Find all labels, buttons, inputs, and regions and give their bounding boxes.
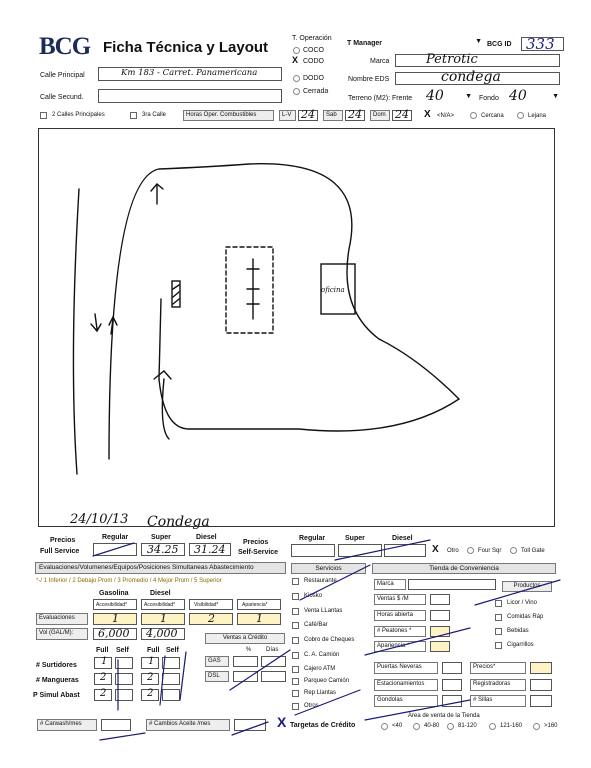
arrow-up-left bbox=[151, 184, 163, 204]
gasolina-label: Gasolina bbox=[99, 590, 129, 597]
toll-gate-label: Toll Gate bbox=[521, 548, 545, 554]
horas-abierta-field[interactable] bbox=[430, 610, 450, 621]
arrow-down-left bbox=[91, 314, 101, 331]
evaluaciones-bar[interactable]: Evaluaciones/Volumenes/Equipos/Posiciones Simultaneas Abastecimiento bbox=[35, 562, 286, 574]
col-header-visibilidad: Visibilidad* bbox=[189, 599, 233, 610]
peatones-field[interactable] bbox=[430, 626, 450, 637]
servicios-header[interactable]: Servicios bbox=[291, 563, 366, 574]
lejana-label: Lejana bbox=[528, 113, 547, 119]
full-regular-field[interactable] bbox=[93, 543, 137, 556]
ventas-credito-button[interactable]: Ventas a Crédito bbox=[205, 633, 285, 644]
bcg-id-field[interactable] bbox=[521, 37, 564, 51]
road-outer-curve bbox=[109, 164, 459, 459]
pct-label: % bbox=[246, 647, 252, 653]
horas-abierta-button[interactable]: Horas abierta bbox=[374, 610, 426, 621]
eval-field-3[interactable]: 2 bbox=[189, 613, 233, 625]
frente-value: 40 bbox=[426, 88, 444, 104]
gondolas-button[interactable]: Gondolas bbox=[374, 695, 438, 707]
chevron-down-icon: ▼ bbox=[475, 38, 482, 45]
simul-label: P Simul Abast bbox=[33, 692, 80, 699]
road-left-curve bbox=[73, 189, 79, 474]
self-diesel-header: Diesel bbox=[392, 535, 413, 542]
prod-check-3[interactable] bbox=[495, 642, 502, 649]
arrow-bottom bbox=[154, 371, 171, 379]
na-mark: X bbox=[424, 109, 431, 120]
na-label: <N/A> bbox=[437, 113, 455, 119]
area-venta-label: Área de venta de la Tienda bbox=[408, 713, 480, 719]
full-super-field[interactable] bbox=[141, 543, 185, 556]
dom-field[interactable] bbox=[392, 110, 412, 121]
calle-principal-value: Km 183 - Carret. Panamericana bbox=[121, 68, 258, 78]
precios-tienda-button[interactable]: Precios* bbox=[470, 662, 526, 674]
op-selected-mark: X bbox=[292, 55, 299, 65]
precios-tienda-field[interactable] bbox=[530, 662, 552, 674]
surtidores-label: # Surtidores bbox=[36, 662, 77, 669]
eval-field-4[interactable]: 1 bbox=[237, 613, 281, 625]
prod-label-2: Bebidas bbox=[507, 628, 529, 634]
tercera-calle-label: 3ra Calle bbox=[142, 112, 167, 118]
self-service-label: Self-Service bbox=[238, 549, 279, 556]
nombre-eds-field[interactable] bbox=[395, 69, 560, 85]
puertas-field[interactable] bbox=[442, 662, 462, 674]
prod-check-1[interactable] bbox=[495, 614, 502, 621]
serv-check-5[interactable] bbox=[292, 652, 299, 659]
registradoras-field[interactable] bbox=[530, 679, 552, 691]
eval-field-2[interactable]: 1 bbox=[141, 613, 185, 625]
t-manager-label: T Manager bbox=[347, 40, 383, 47]
simul-full-gas[interactable]: 2 bbox=[94, 689, 112, 701]
gas-pct-field[interactable] bbox=[233, 656, 258, 667]
area-label-3: 121-160 bbox=[500, 723, 523, 729]
productos-button[interactable]: Productos bbox=[502, 581, 552, 592]
layout-sketch bbox=[39, 129, 556, 528]
mang-self-dsl[interactable] bbox=[162, 673, 180, 685]
dos-calles-label: 2 Calles Principales bbox=[52, 112, 105, 118]
four-sqr-radio[interactable] bbox=[467, 547, 474, 554]
vol-button[interactable]: Vol (GAL/M): bbox=[36, 628, 88, 640]
area-label-4: >160 bbox=[544, 723, 558, 729]
self-super-header: Super bbox=[345, 535, 365, 542]
surt-full-gas[interactable]: 1 bbox=[94, 657, 112, 669]
registradoras-button[interactable]: Registradoras bbox=[470, 679, 526, 691]
full-super-value: 34.25 bbox=[147, 543, 179, 556]
calle-principal-label: Calle Principal bbox=[40, 72, 85, 79]
serv-check-1[interactable] bbox=[292, 593, 299, 600]
ventas-button[interactable]: Ventas $ /M bbox=[374, 594, 426, 605]
horas-oper-button[interactable]: Horas Oper. Combustibles bbox=[183, 110, 274, 121]
carwash-button[interactable]: # Carwash/mes bbox=[37, 719, 97, 731]
op-label-cerrada: Cerrada bbox=[303, 88, 329, 95]
targetas-label: Targetas de Crédito bbox=[290, 722, 356, 729]
serv-check-4[interactable] bbox=[292, 637, 299, 644]
marca-field[interactable] bbox=[395, 54, 560, 67]
serv-check-7[interactable] bbox=[292, 678, 299, 685]
dom-button[interactable]: Dom bbox=[370, 110, 390, 121]
self-regular-field[interactable] bbox=[291, 544, 335, 557]
gondolas-field[interactable] bbox=[442, 695, 462, 707]
self-precios-label: Precios bbox=[243, 539, 269, 546]
full-diesel-header: Diesel bbox=[196, 534, 217, 541]
serv-check-3[interactable] bbox=[292, 622, 299, 629]
area-radio-2[interactable] bbox=[447, 723, 454, 730]
peatones-button[interactable]: # Peatones * bbox=[374, 626, 426, 637]
self-regular-header: Regular bbox=[299, 535, 326, 542]
gas-button[interactable]: GAS bbox=[205, 656, 229, 667]
apariencia-tienda-field[interactable] bbox=[430, 641, 450, 652]
serv-label-9: Otros bbox=[304, 703, 319, 709]
serv-check-6[interactable] bbox=[292, 666, 299, 673]
otro-mark: X bbox=[432, 544, 439, 555]
sab-field[interactable] bbox=[345, 110, 365, 121]
op-radio-cerrada[interactable] bbox=[293, 88, 300, 95]
mang-full-gas[interactable]: 2 bbox=[94, 673, 112, 685]
full-regular-header: Regular bbox=[102, 534, 129, 541]
four-sqr-label: Four Sqr bbox=[478, 548, 502, 554]
lv-field[interactable] bbox=[298, 110, 318, 121]
area-radio-1[interactable] bbox=[413, 723, 420, 730]
canopy-dashed bbox=[226, 247, 273, 333]
prod-label-3: Cigarrillos bbox=[507, 642, 534, 648]
surt-full-dsl[interactable]: 1 bbox=[141, 657, 159, 669]
simul-self-gas[interactable] bbox=[115, 689, 133, 701]
tienda-header[interactable]: Tienda de Conveniencia bbox=[372, 563, 556, 574]
full-diesel-field[interactable] bbox=[189, 543, 231, 556]
op-radio-coco[interactable] bbox=[293, 47, 300, 54]
area-radio-0[interactable] bbox=[381, 723, 388, 730]
full-service-label: Full Service bbox=[40, 548, 80, 555]
cercana-label: Cercana bbox=[481, 113, 504, 119]
lv-button[interactable]: L-V bbox=[279, 110, 296, 121]
tercera-calle-checkbox[interactable] bbox=[130, 112, 137, 119]
simul-full-dsl[interactable]: 2 bbox=[141, 689, 159, 701]
apariencia-tienda-button[interactable]: Apariencia * bbox=[374, 641, 426, 652]
serv-check-8[interactable] bbox=[292, 690, 299, 697]
surt-self-gas[interactable] bbox=[115, 657, 133, 669]
serv-label-1: Kiosko bbox=[304, 593, 323, 599]
area-radio-4[interactable] bbox=[533, 723, 540, 730]
precios-label: Precios bbox=[50, 537, 76, 544]
form-title: Ficha Técnica y Layout bbox=[103, 39, 269, 56]
bcg-id-value: 333 bbox=[526, 35, 555, 53]
vol-gasolina-field[interactable]: 6,000 bbox=[93, 628, 137, 640]
area-label-2: 81-120 bbox=[458, 723, 477, 729]
op-label-coco: COCO bbox=[303, 47, 324, 54]
sab-value: 24 bbox=[348, 108, 362, 121]
serv-label-4: Cobro de Cheques bbox=[304, 637, 355, 643]
full-super-header: Super bbox=[151, 534, 171, 541]
otro-label: Otro bbox=[447, 548, 459, 554]
prod-check-0[interactable] bbox=[495, 600, 502, 607]
puertas-button[interactable]: Puertas Neveras bbox=[374, 662, 438, 674]
estacionamientos-field[interactable] bbox=[442, 679, 462, 691]
area-radio-3[interactable] bbox=[489, 723, 496, 730]
op-radio-dodo[interactable] bbox=[293, 75, 300, 82]
mang-full-dsl[interactable]: 2 bbox=[141, 673, 159, 685]
mang-self-gas[interactable] bbox=[115, 673, 133, 685]
frente-field[interactable] bbox=[420, 88, 472, 104]
pumps-center bbox=[247, 259, 259, 319]
area-label-0: <40 bbox=[392, 723, 403, 729]
targetas-mark: X bbox=[277, 714, 287, 730]
cambios-field[interactable] bbox=[234, 719, 266, 731]
t-operacion-label: T. Operación bbox=[292, 35, 332, 42]
serv-check-9[interactable] bbox=[292, 703, 299, 710]
dias-label: Días bbox=[266, 647, 279, 653]
full-col-label-2: Full bbox=[147, 647, 160, 654]
diesel-eval-label: Diesel bbox=[150, 590, 171, 597]
eval-scale-text: *-/ 1 Inferior / 2 Debajo Prom / 3 Promedio / 4 Mejor Prom / 5 Superior bbox=[36, 578, 222, 584]
evaluaciones-button[interactable]: Evaluaciones bbox=[36, 613, 88, 625]
fondo-value: 40 bbox=[509, 88, 527, 104]
dsl-button[interactable]: DSL bbox=[205, 671, 229, 682]
serv-label-6: Cajero ATM bbox=[304, 666, 336, 672]
op-label-codo: CODO bbox=[303, 58, 324, 65]
serv-check-0[interactable] bbox=[292, 578, 299, 585]
self-super-field[interactable] bbox=[338, 544, 382, 557]
marca-value: Petrotic bbox=[426, 52, 478, 67]
mangueras-label: # Mangueras bbox=[36, 677, 79, 684]
col-header-accesibilidad-2: Accesibilidad* bbox=[141, 599, 185, 610]
sketch-date-note: 24/10/13 bbox=[70, 512, 129, 527]
self-diesel-field[interactable] bbox=[384, 544, 426, 557]
terreno-label: Terreno (M2): Frente bbox=[348, 95, 413, 102]
eval-field-1[interactable]: 1 bbox=[93, 613, 137, 625]
full-diesel-value: 31.24 bbox=[194, 543, 226, 556]
area-label-1: 40-80 bbox=[424, 723, 440, 729]
op-label-dodo: DODO bbox=[303, 75, 324, 82]
col-header-accesibilidad-1: Accesibilidad* bbox=[93, 599, 137, 610]
fondo-chevron-icon: ▼ bbox=[552, 93, 559, 100]
pump-island-hatch bbox=[173, 285, 179, 304]
tienda-marca-field[interactable] bbox=[408, 579, 496, 590]
prod-label-1: Comidas Ráp bbox=[507, 614, 544, 620]
simul-self-dsl[interactable] bbox=[162, 689, 180, 701]
calle-secund-label: Calle Secund. bbox=[40, 94, 84, 101]
frente-chevron-icon: ▼ bbox=[465, 93, 472, 100]
dsl-pct-field[interactable] bbox=[233, 671, 258, 682]
carwash-field[interactable] bbox=[101, 719, 131, 731]
fondo-label: Fondo bbox=[479, 95, 499, 102]
sillas-field[interactable] bbox=[530, 695, 552, 707]
t-manager-select[interactable] bbox=[396, 38, 484, 49]
serv-label-5: C. A. Camión bbox=[304, 652, 340, 658]
serv-check-2[interactable] bbox=[292, 608, 299, 615]
self-col-label-2: Self bbox=[166, 647, 179, 654]
prod-label-0: Licor / Vino bbox=[507, 600, 537, 606]
serv-label-8: Rep Llantas bbox=[304, 690, 337, 696]
full-col-label: Full bbox=[96, 647, 109, 654]
sketch-place-note: Condega bbox=[147, 514, 210, 530]
serv-label-3: Café/Bar bbox=[304, 622, 328, 628]
cercana-radio[interactable] bbox=[470, 112, 477, 119]
lv-value: 24 bbox=[301, 108, 315, 121]
serv-label-2: Venta LLantas bbox=[304, 608, 343, 614]
calle-secund-field[interactable] bbox=[98, 89, 282, 103]
calle-principal-field[interactable] bbox=[98, 67, 282, 81]
col-header-apariencia: Apariencia* bbox=[237, 599, 281, 610]
bcg-id-label: BCG ID bbox=[487, 41, 512, 48]
marca-label: Marca bbox=[370, 58, 390, 65]
bcg-logo: BCG bbox=[39, 33, 91, 60]
dos-calles-checkbox[interactable] bbox=[40, 112, 47, 119]
sab-button[interactable]: Sab bbox=[323, 110, 343, 121]
serv-label-7: Parqueo Camión bbox=[304, 678, 350, 684]
self-col-label: Self bbox=[116, 647, 129, 654]
tienda-marca-button[interactable]: Marca bbox=[374, 579, 406, 590]
cambios-button[interactable]: # Cambios Aceite /mes bbox=[146, 719, 230, 731]
prod-check-2[interactable] bbox=[495, 628, 502, 635]
gas-dias-field[interactable] bbox=[261, 656, 286, 667]
estacionamientos-button[interactable]: Estacionamientos bbox=[374, 679, 438, 691]
vol-diesel-field[interactable]: 4,000 bbox=[141, 628, 185, 640]
ventas-field[interactable] bbox=[430, 594, 450, 605]
layout-sketch-area[interactable] bbox=[38, 128, 555, 527]
nombre-eds-value: condega bbox=[441, 69, 501, 85]
surt-self-dsl[interactable] bbox=[162, 657, 180, 669]
toll-gate-radio[interactable] bbox=[510, 547, 517, 554]
lejana-radio[interactable] bbox=[517, 112, 524, 119]
dom-value: 24 bbox=[395, 108, 409, 121]
dsl-dias-field[interactable] bbox=[261, 671, 286, 682]
road-inner-line bbox=[159, 299, 161, 379]
nombre-eds-label: Nombre EDS bbox=[348, 76, 390, 83]
station-building-label: oficina bbox=[321, 286, 345, 294]
sillas-button[interactable]: # Sillas bbox=[470, 695, 526, 707]
serv-label-0: Restaurante bbox=[304, 578, 337, 584]
fondo-field[interactable] bbox=[503, 88, 559, 104]
